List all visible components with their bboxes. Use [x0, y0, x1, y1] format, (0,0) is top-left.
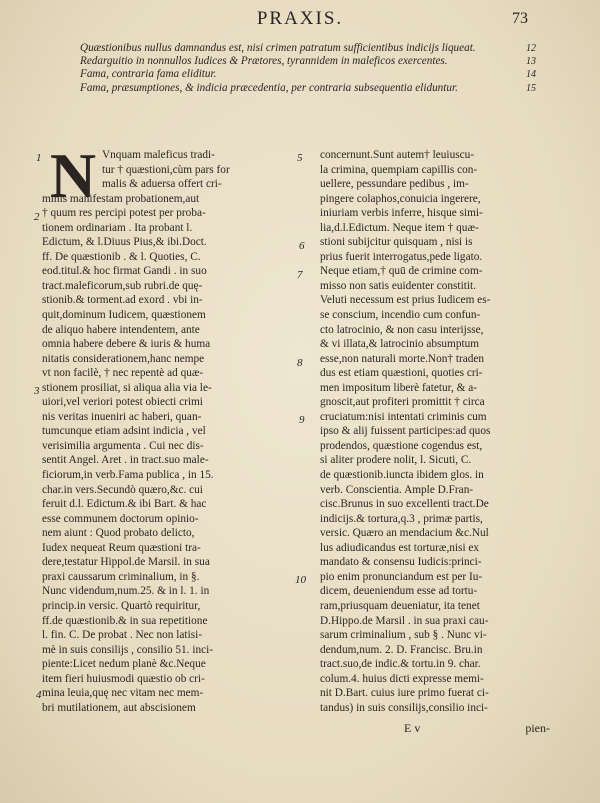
catchword: pien- [525, 721, 550, 735]
margin-number: 4 [36, 689, 42, 701]
text-line: lus adiudicandus est torturæ,nisi ex [320, 541, 480, 554]
text-line: Veluti necessum est prius Iudicem es- [320, 294, 491, 307]
margin-number: 7 [297, 269, 303, 281]
margin-number: 9 [299, 414, 305, 426]
text-line: sentit Angel. Aret . in tract.suo male- [42, 454, 209, 467]
text-line: colum.4. huius dicti expresse memi- [320, 672, 484, 685]
summary-entry [80, 55, 536, 68]
summary-entry [80, 82, 536, 95]
text-line: stionib.& torment.ad exord . vbi in- [42, 294, 203, 307]
summary-number: 13 [526, 56, 536, 68]
summary-text: Quæstionibus nullus damnandus est, nisi crimen patratum sufficientibus indicijs liqueat. [80, 42, 476, 54]
running-head [0, 8, 600, 32]
text-line: cisc.Brunus in suo excellenti tract.De [320, 498, 489, 511]
page-number: 73 [512, 10, 528, 27]
text-line: minis manifestam probationem,aut [42, 192, 200, 205]
right-column [320, 148, 544, 715]
text-line: prodendos, quæstione cogendus est, [320, 439, 483, 452]
text-line: Iudex nequeat Reum quæstioni tra- [42, 541, 201, 554]
text-line: mina leuia,quę nec vitam nec mem- [42, 687, 204, 700]
text-line: ipso & alij fuissent participes:ad quos [320, 425, 491, 438]
text-line: eod.titul.& hoc firmat Gandi . in suo [42, 265, 207, 278]
text-line: ficiorum,in verb.Fama publica , in 15. [42, 469, 214, 482]
text-line: indicijs.& tortura,q.3 , primæ partis, [320, 512, 483, 525]
text-line: prius fuerit interrogatus,pede ligato. [320, 250, 483, 263]
text-line: esse,non naturali morte.Non† traden [320, 352, 485, 365]
signature-mark: E v [404, 721, 421, 735]
text-line: la crimina, quempiam capillis con- [320, 163, 478, 176]
text-line: omnia habere debere & iuris & huma [42, 338, 211, 351]
page-title: PRAXIS. [256, 8, 344, 29]
margin-number: 10 [295, 574, 306, 586]
text-line: se conscium, incendio cum confun- [320, 309, 481, 322]
summaries-block [80, 42, 536, 95]
margin-number: 1 [36, 152, 42, 164]
text-line: iniuriam verbis inferre, hisque simi- [320, 207, 483, 220]
text-line: & vi illata,& latrocinio absumptum [320, 338, 480, 351]
text-line: stionem prosiliat, si aliqua alia via le- [42, 381, 212, 394]
text-line: men impositum liberè fatetur, & a- [320, 381, 478, 394]
margin-number: 6 [299, 240, 305, 252]
text-line: si aliter prodere nolit, l. Sicuti, C. [320, 454, 472, 467]
summary-text: Redarguitio in nonnullos Iudices & Prætores, tyrannidem in maleficos exercentes. [80, 55, 448, 68]
text-line: versic. Quæro an mendacium &c.Nul [320, 527, 489, 540]
text-line: Neque etiam,† quū de crimine com- [320, 265, 483, 278]
text-line: ff. De quæstionib . & l. Quoties, C. [42, 250, 201, 263]
text-line: tur † quæstioni,cùm pars for [102, 163, 230, 176]
text-line: Edictum, & l.Diuus Pius,& ibi.Doct. [42, 236, 207, 249]
summary-entry [80, 42, 536, 55]
text-line: D.Hippo.de Marsil . in sua praxi cau- [320, 614, 489, 627]
text-line: tandus) in suis consilijs,consilio inci- [320, 701, 488, 714]
text-line: lia,d.l.Edictum. Neque item † quæ- [320, 221, 479, 234]
text-line: nis veritas inueniri ac haberi, quan- [42, 410, 202, 423]
summary-text: Fama, contraria fama eliditur. [80, 68, 217, 81]
text-line: vt non facilè, † nec repentè ad quæ- [42, 367, 204, 380]
text-line: ram,priusquam deueniatur, ita tenet [320, 599, 480, 612]
summary-number: 15 [526, 82, 536, 94]
text-line: nitatis considerationem,hanc nempe [42, 352, 205, 365]
text-line: mandato & consensu Iudicis:princi- [320, 556, 482, 569]
text-line: char.in vers.Secundò quæro,&c. cui [42, 483, 203, 496]
text-line: praxi caussarum criminalium, in §. [42, 570, 200, 583]
text-line: dendum,num. 2. D. Francisc. Bru.in [320, 643, 483, 656]
text-line: ff.de quæstionib.& in sua repetitione [42, 614, 208, 627]
text-line: † quum res percipi potest per proba- [42, 207, 206, 220]
text-line: gnoscit,aut profiteri promittit † circa [320, 396, 485, 409]
catchline [380, 721, 550, 737]
summary-entry [80, 68, 536, 81]
text-line: feruit d.l. Edictum.& ibi Bart. & hac [42, 498, 207, 511]
text-line: misso non satis euidenter constitit. [320, 279, 476, 292]
margin-number: 8 [297, 357, 303, 369]
text-line: pingere colaphos,conuicia ingerere, [320, 192, 481, 205]
text-line: tract.suo,de indic.& tortu.in 9. char. [320, 658, 481, 671]
text-line: de aliquo habere intendentem, ante [42, 323, 200, 336]
text-line: item fieri huiusmodi quæstio ob cri- [42, 672, 205, 685]
summary-text: Fama, præsumptiones, & indicia præcedentia, per contraria subsequentia eliduntur. [80, 81, 458, 94]
text-line: verisimilia argumenta . Cui nec dis- [42, 439, 204, 452]
text-line: concernunt.Sunt autem† leuiuscu- [320, 149, 475, 161]
text-line: dus est etiam quæstioni, quoties cri- [320, 367, 483, 380]
text-line: tumcunque etiam adsint indicia , vel [42, 425, 206, 438]
text-line: dere,testatur Hippol.de Marsil. in sua [42, 556, 210, 569]
text-line: cto latrocinio, & non casu interijsse, [320, 323, 484, 336]
text-line: esse communem doctorum opinio- [42, 512, 199, 525]
text-line: malis & aduersa offert cri- [102, 178, 222, 191]
text-line: mè in suis consilijs , consilio 51. inci- [42, 643, 214, 656]
left-column [42, 140, 306, 715]
text-line: l. fin. C. De probat . Nec non latisi- [42, 629, 203, 642]
text-line: verb. Conscientia. Ample D.Fran- [320, 483, 474, 496]
text-line: piente:Licet nedum planè &c.Neque [42, 658, 206, 671]
text-line: Vnquam maleficus tradi- [102, 149, 215, 161]
text-line: sarum criminalium , sub § . Nunc vi- [320, 629, 487, 642]
text-line: stioni subijcitur quisquam , nisi is [320, 236, 473, 249]
text-line: Nunc videndum,num.25. & in l. 1. in [42, 585, 210, 598]
text-line: bri mutilationem, aut abscisionem [42, 701, 196, 714]
summary-number: 14 [526, 69, 536, 81]
text-line: de quæstionib.iuncta ibidem glos. in [320, 469, 484, 482]
text-line: uiori,vel veriori potest obiecti crimi [42, 396, 203, 409]
text-line: quit,dominum Iudicem, quæstionem [42, 309, 206, 322]
margin-number: 3 [34, 385, 40, 397]
margin-number: 5 [297, 152, 303, 164]
text-line: nem aiunt : Quod probato delicto, [42, 527, 195, 540]
text-line: tionem ordinariam . Ita probant l. [42, 221, 193, 234]
drop-capital: N [49, 140, 97, 211]
text-line: nit D.Bart. cuius iure primo fuerat ci- [320, 687, 489, 700]
summary-number: 12 [526, 43, 536, 54]
margin-number: 2 [34, 211, 40, 223]
text-line: uellere, pessundare pedibus , im- [320, 178, 469, 191]
text-line: princip.in versic. Quartò requiritur, [42, 599, 201, 612]
text-line: cruciatum:nisi intentati criminis cum [320, 410, 487, 423]
text-line: pio enim pronunciandum est per Iu- [320, 570, 483, 583]
text-line: dicem, deueniendum esse ad tortu- [320, 585, 478, 598]
text-line: tract.maleficorum,sub rubri.de quę- [42, 279, 203, 292]
